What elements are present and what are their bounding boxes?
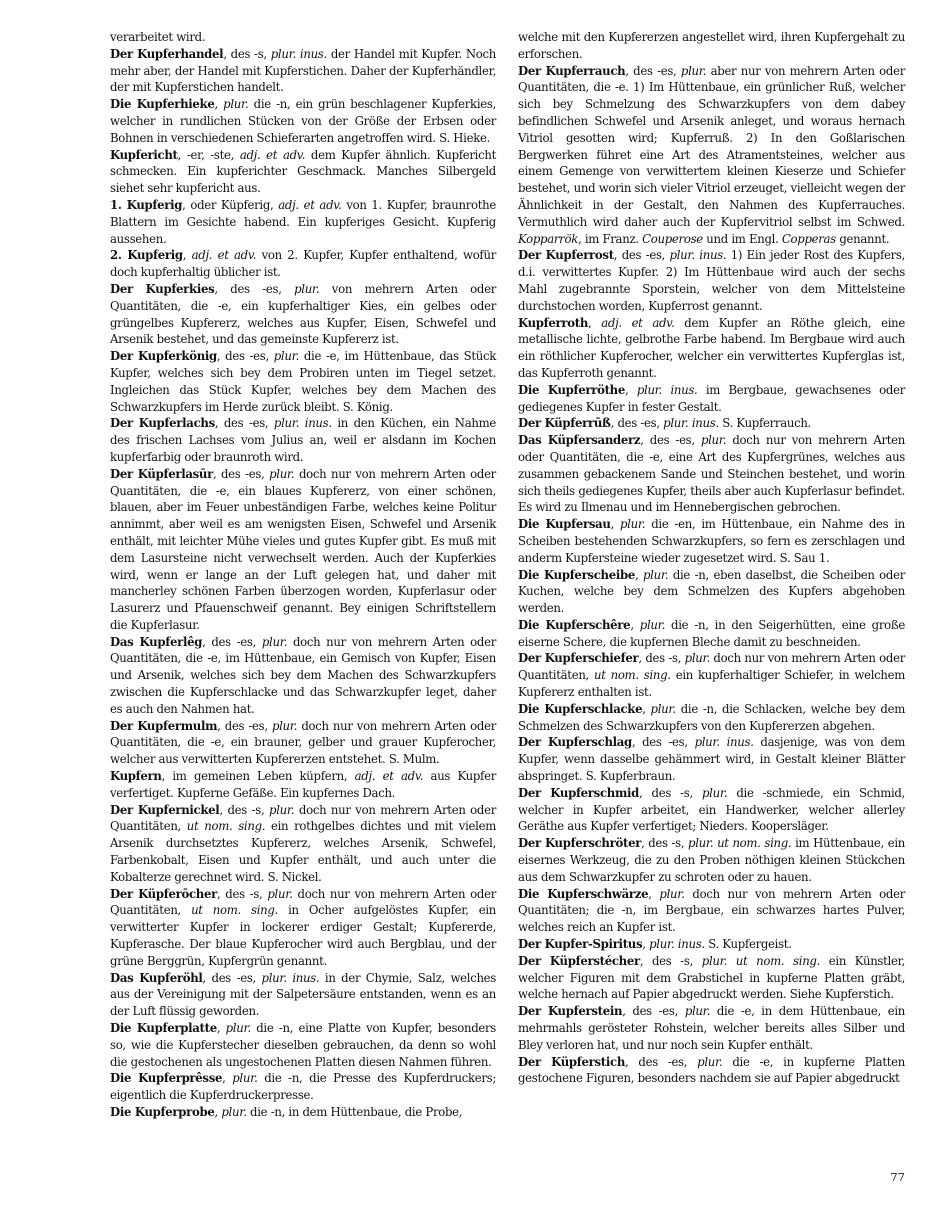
entry-grammar-note: plur. ut nom. sing. bbox=[701, 953, 821, 968]
entry-text: , bbox=[216, 1021, 226, 1036]
entry-text: , des -es, bbox=[625, 63, 681, 78]
entry-text: , des -es, bbox=[217, 718, 272, 733]
entry-headword: Die Kupferhieke bbox=[110, 97, 215, 112]
entry-text: , des -es, bbox=[202, 634, 262, 649]
entry-grammar-note: plur. bbox=[684, 1004, 711, 1019]
entry-text: , des -s, bbox=[639, 785, 702, 800]
entry-headword: Die Kupferschlacke bbox=[518, 701, 643, 716]
entry-headword: Der Kupferschmid bbox=[518, 785, 640, 800]
entry-headword: Der Küpferrūß bbox=[518, 416, 611, 431]
entry-text: ein rothgelbes dichtes und mit vielem Arsenik durchsetztes Kupfererz, welches Arsenik, Schwefel, Farbenkobalt, Eisen und Kupfer enthält, und auch unter die Kobalterze gerechnet wird. S. Nickel. bbox=[110, 819, 497, 884]
entry-grammar-note: plur. bbox=[269, 802, 295, 817]
entry-text: , bbox=[588, 315, 602, 330]
entry-text: , im Franz. bbox=[577, 231, 643, 246]
dictionary-entry bbox=[518, 835, 905, 885]
dictionary-entry bbox=[518, 617, 905, 651]
dictionary-entry bbox=[110, 802, 496, 886]
entry-grammar-note: plur. bbox=[221, 1105, 247, 1119]
entry-text: , des -es, bbox=[622, 1004, 685, 1019]
entry-grammar-note: plur. inus. bbox=[270, 46, 327, 61]
entry-text: die -e, in dem Hüttenbaue, ein mehrmahls gerösteter Rohstein, welcher bereits alles Silber und Bley verloren hat, und nur noch sein Kupfer enthält. bbox=[518, 1004, 905, 1052]
entry-headword: Der Kupferkönig bbox=[110, 349, 217, 364]
entry-text: , des -es, bbox=[214, 281, 295, 296]
dictionary-entry bbox=[518, 886, 905, 936]
entry-text: die -schmiede, ein Schmid, welcher in Kupfer arbeitet, ein Handwerker, welcher allerley Geräthe aus Kupfer verfertiget; Nieders. Koopersläger. bbox=[518, 785, 906, 834]
entry-headword: Die Kupferprêsse bbox=[110, 1071, 223, 1086]
dictionary-entry bbox=[518, 785, 905, 835]
entry-text: , des -es, bbox=[202, 970, 262, 985]
dictionary-entry bbox=[518, 1003, 905, 1053]
entry-grammar-note: plur. bbox=[702, 785, 728, 800]
entry-text: , des -s, bbox=[638, 651, 685, 666]
entry-grammar-note: plur. bbox=[680, 63, 707, 78]
entry-grammar-note: plur. inus. bbox=[669, 248, 727, 263]
entry-text: der Handel mit Kupfer. Noch mehr aber, der Handel mit Kupferstichen. Daher der Kupferhändler, der mit Kupferstichen handelt. bbox=[110, 46, 496, 95]
entry-text: S. Kupfergeist. bbox=[704, 937, 792, 952]
entry-text: die -e, in kupferne Platten gestochene Figuren, besonders nachdem sie auf Papier abgedruckt bbox=[518, 1054, 905, 1086]
entry-headword: Der Kupfer-Spiritus bbox=[518, 937, 643, 952]
dictionary-entry bbox=[518, 29, 905, 63]
entry-grammar-note: adj. et adv. bbox=[601, 315, 675, 330]
dictionary-entry bbox=[518, 734, 905, 784]
dictionary-entry bbox=[110, 147, 496, 197]
entry-grammar-note: plur. inus. bbox=[663, 416, 719, 431]
entry-headword: Der Kupferstein bbox=[518, 1004, 623, 1019]
entry-headword: Kupferroth bbox=[518, 315, 589, 330]
entry-grammar-note: plur. inus. bbox=[694, 735, 754, 750]
entry-text: die -n, eben daselbst, die Scheiben oder Kuchen, welche bey dem Schmelzen des Kupfers abgehoben werden. bbox=[518, 567, 905, 616]
dictionary-entry bbox=[518, 516, 905, 566]
dictionary-entry bbox=[518, 247, 905, 314]
entry-headword: 1. Kupferig bbox=[110, 197, 183, 212]
entry-headword: Die Kupferplatte bbox=[110, 1021, 217, 1036]
entry-headword: 2. Kupferig bbox=[110, 248, 183, 263]
dictionary-entry bbox=[110, 247, 496, 281]
dictionary-entry bbox=[518, 432, 905, 516]
entry-headword: Der Kupferlachs bbox=[110, 416, 215, 431]
entry-grammar-note: plur. bbox=[269, 466, 295, 481]
entry-grammar-note: Couperose bbox=[642, 231, 703, 246]
entry-grammar-note: Copperas bbox=[781, 231, 836, 246]
entry-text: , des -es, bbox=[610, 416, 664, 431]
entry-text: , des -es, bbox=[625, 1054, 698, 1069]
dictionary-entry bbox=[518, 1054, 905, 1088]
entry-text: , bbox=[642, 937, 650, 952]
entry-grammar-note: plur. bbox=[650, 701, 676, 716]
entry-headword: Die Kupferschwärze bbox=[518, 886, 649, 901]
dictionary-entry bbox=[518, 567, 905, 617]
dictionary-entry bbox=[110, 970, 496, 1020]
entry-grammar-note: adj. et adv. bbox=[278, 197, 342, 212]
entry-text: 1) Ein jeder Rost des Kupfers, d.i. verwittertes Kupfer. 2) Im Hüttenbaue wird auch der sechs Mahl zugebrannte Sporstein, welcher von dem Mittelsteine durchstochen worden, Kupferrost genannt. bbox=[518, 248, 905, 313]
dictionary-entry bbox=[110, 718, 496, 768]
dictionary-entry bbox=[110, 634, 496, 718]
entry-text: , bbox=[222, 1071, 233, 1086]
dictionary-entry bbox=[518, 936, 905, 953]
entry-grammar-note: plur. bbox=[261, 634, 288, 649]
entry-text: von 1. Kupfer, braunrothe Blattern im Gesichte habend. Ein kupferiges Gesicht. Kupferig aussehen. bbox=[110, 197, 496, 246]
entry-text: doch nur von mehrern Arten oder Quantitäten; die -n, im Bergbaue, ein schwarzes hartes Pulver, welches reich an Kupfer ist. bbox=[518, 886, 905, 935]
entry-text: verarbeitet wird. bbox=[110, 30, 206, 44]
entry-headword: Der Kupfernickel bbox=[110, 802, 220, 817]
entry-text: aber nur von mehrern Arten oder Quantitäten, die -e. 1) Im Hüttenbaue, ein grünlicher Ruß, welcher sich bey Schmelzung des Schwarzkupfers von dem dabey befindlichen Schwefel und Arsenik anleget, und woraus hernach Vitriol gesotten wird; Kupferruß. 2) In den Goßlarischen Bergwerken führet eine Art des Atramentsteines, welcher aus einem Gemenge von verwittertem kleinen Kieserze und Schiefer bestehet, und worin sich vieler Vitriol erzeuget, vielleicht wegen der Ähnlichkeit in der Gestalt, den Nahmen des Kupferrauches. Vermuthlich wird daher auch der Kupfervitriol selbst im Schwed. bbox=[518, 63, 905, 229]
dictionary-entry bbox=[518, 953, 905, 1003]
entry-headword: Die Kupferprobe bbox=[110, 1105, 215, 1119]
dictionary-entry bbox=[110, 348, 496, 415]
entry-headword: Das Küpfersanderz bbox=[518, 433, 641, 448]
entry-grammar-note: plur. bbox=[659, 886, 685, 901]
dictionary-entry bbox=[518, 650, 905, 700]
dictionary-entry bbox=[110, 197, 496, 247]
entry-text: , im gemeinen Leben küpfern, bbox=[161, 769, 355, 784]
entry-headword: Der Kupferschiefer bbox=[518, 651, 639, 666]
entry-text: , bbox=[182, 248, 192, 263]
entry-text: , des -s, bbox=[219, 802, 270, 817]
entry-grammar-note: ut nom. sing. bbox=[593, 668, 671, 683]
entry-text: die -en, im Hüttenbaue, ein Nahme des in Scheiben bestehenden Schwarzkupfers, so fern es zerschlagen und anderm Kupfersteine wieder zugesetzet wird. S. Sau 1. bbox=[518, 517, 905, 565]
entry-text: in den Küchen, ein Nahme des frischen Lachses vom Julius an, weil er alsdann im Kochen kupferfarbig oder braunroth wird. bbox=[110, 416, 497, 464]
entry-text: , des -es, bbox=[214, 416, 274, 431]
entry-grammar-note: plur. bbox=[294, 281, 320, 296]
dictionary-entry bbox=[518, 382, 905, 416]
entry-text: , des -s, bbox=[216, 886, 268, 901]
entry-headword: Der Küpferōcher bbox=[110, 886, 217, 901]
entry-text: von mehrern Arten oder Quantitäten, die -e, ein kupferhaltiger Kies, ein gelbes oder grüngelbes Kupfererz, welches aus Kupfer, Eisen, Schwefel und Arsenik bestehet, und das gemeinste Kupfererz ist. bbox=[110, 281, 496, 347]
entry-text: , des -es, bbox=[631, 735, 695, 750]
entry-headword: Der Küpferstich bbox=[518, 1054, 626, 1069]
entry-headword: Der Kupferschlag bbox=[518, 735, 632, 750]
entry-grammar-note: plur. bbox=[697, 1054, 723, 1069]
dictionary-entry bbox=[110, 886, 496, 970]
entry-text: die -n, die Schlacken, welche bey dem Schmelzen des Schwarzkupfers von den Kupfererzen abgehen. bbox=[518, 701, 905, 733]
entry-text: doch nur von mehrern Arten oder Quantitäten, bbox=[110, 802, 496, 834]
entry-headword: Kupfern bbox=[110, 769, 162, 784]
entry-text: , -er, -ste, bbox=[177, 147, 240, 162]
entry-text: doch nur von mehrern Arten oder Quantitäten, bbox=[518, 651, 905, 683]
dictionary-entry bbox=[518, 315, 905, 382]
dictionary-entry bbox=[110, 29, 496, 46]
entry-headword: Der Kupferschröter bbox=[518, 836, 642, 851]
entry-headword: Das Kupferlêg bbox=[110, 634, 203, 649]
entry-grammar-note: adj. et adv. bbox=[239, 147, 306, 162]
entry-text: doch nur von mehrern Arten oder Quantitäten, die -e, eine Art des Kupfergrünes, welches aus zusammen gebackenem Sande und Steinchen bestehet, und worin sich theils gediegenes Kupfer, theils aber auch Kupferlasur befindet. Es wird zu Ilmenau und im Hennebergischen gebrochen. bbox=[518, 433, 905, 515]
entry-text: , bbox=[214, 1105, 222, 1119]
entry-text: doch nur von mehrern Arten oder Quantitäten, die -e, im Hüttenbaue, ein Gemisch von Kupfer, Eisen und Arsenik, welches sich bey dem Machen des Schwarzkupfers zwischen die Kupferschlacke und das Schwarzkupfer leget, daher es auch den Nahmen hat. bbox=[110, 634, 496, 716]
entry-text: doch nur von mehrern Arten oder Quantitäten, die -e, ein blaues Kupfererz, von einer schönen, blauen, aber im Feuer unbeständigen Farbe, welches keine Politur annimmt, aber weil es am wenigsten Eisen, Schwefel und Arsenik enthält, mit leichter Mühe vieles und gutes Kupfer gibt. Es muß mit dem Lasursteine nicht verwechselt werden. Auch der Kupferkies wird, wenn er lange an der Luft gelegen hat, und daher mit mancherley schönen Farben überzogen worden, Kupferlasur oder Lasurerz und Pfauenschweif genannt. Bey einigen Schriftstellern die Kupferlasur. bbox=[110, 466, 496, 632]
entry-text: , bbox=[642, 701, 651, 716]
dictionary-entry bbox=[110, 1104, 496, 1121]
entry-text: die -n, in den Seigerhütten, eine große eiserne Schere, die kupfernen Bleche damit zu beschneiden. bbox=[518, 617, 905, 649]
entry-text: dasjenige, was von dem Kupfer, wenn dasselbe gehämmert wird, in Gestalt kleiner Blätter abspringet. S. Kupferbraun. bbox=[518, 735, 905, 784]
entry-grammar-note: plur. bbox=[271, 718, 298, 733]
entry-text: , des -es, bbox=[212, 466, 270, 481]
entry-text: S. Kupferrauch. bbox=[718, 416, 811, 431]
page-number: 77 bbox=[890, 1170, 905, 1184]
dictionary-entry bbox=[518, 701, 905, 735]
entry-grammar-note: plur. bbox=[684, 651, 710, 666]
entry-text: die -n, ein grün beschlagener Kupferkies, welcher in rundlichen Stücken von der Größe der Erbsen oder Bohnen in verschiedenen Schieferarten angetroffen wird. S. Hieke. bbox=[110, 97, 496, 145]
entry-headword: Der Küpferlasūr bbox=[110, 466, 213, 481]
dictionary-entry bbox=[110, 1070, 496, 1104]
entry-text: , bbox=[630, 617, 640, 632]
entry-text: , bbox=[635, 567, 643, 582]
entry-text: die -n, eine Platte von Kupfer, besonders so, wie die Kupferstecher dieselben gebrauchen, da denn so wohl die gestochenen als ungestochenen Platten diesen Nahmen führen. bbox=[110, 1021, 496, 1069]
entry-headword: Der Küpferstécher bbox=[518, 953, 640, 968]
dictionary-entry bbox=[110, 768, 496, 802]
entry-headword: Der Kupferrauch bbox=[518, 63, 626, 78]
entry-grammar-note: plur. bbox=[642, 567, 669, 582]
dictionary-entry bbox=[110, 1020, 496, 1070]
entry-grammar-note: plur. bbox=[225, 1021, 251, 1036]
entry-text: im Hüttenbaue, ein eisernes Werkzeug, die zu den Proben nöthigen kleinen Stückchen aus dem Schwarzkupfer zu schroten oder zu hauen. bbox=[518, 836, 905, 884]
entry-grammar-note: plur. bbox=[273, 349, 300, 364]
dictionary-entry bbox=[518, 63, 905, 248]
entry-text: , bbox=[610, 517, 620, 532]
entry-text: , bbox=[214, 97, 224, 112]
entry-text: , des -s, bbox=[639, 953, 702, 968]
entry-grammar-note: plur. bbox=[267, 886, 293, 901]
entry-grammar-note: Kopparrök bbox=[518, 231, 578, 246]
entry-text: , bbox=[648, 886, 660, 901]
entry-grammar-note: ut nom. sing. bbox=[186, 819, 266, 834]
entry-headword: Der Kupfermulm bbox=[110, 718, 218, 733]
entry-grammar-note: adj. et adv. bbox=[354, 769, 424, 784]
dictionary-entry bbox=[110, 96, 496, 146]
entry-headword: Die Kupferscheibe bbox=[518, 567, 635, 582]
entry-text: , des -es, bbox=[640, 433, 701, 448]
entry-text: , oder Küpferig, bbox=[182, 197, 279, 212]
entry-text: in der Chymie, Salz, welches aus der Vereinigung mit der Salpetersäure entstanden, wenn es an der Luft flüssig geworden. bbox=[110, 970, 496, 1019]
entry-headword: Der Kupferrost bbox=[518, 248, 614, 263]
entry-headword: Die Kupfersau bbox=[518, 517, 611, 532]
entry-headword: Die Kupferröthe bbox=[518, 382, 626, 397]
entry-grammar-note: plur. bbox=[620, 517, 646, 532]
entry-text: ein kupferhaltiger Schiefer, in welchem Kupfererz enthalten ist. bbox=[518, 668, 906, 700]
entry-text: , des -s, bbox=[223, 46, 271, 61]
entry-text: von 2. Kupfer, Kupfer enthaltend, wofür doch kupferhaltig üblicher ist. bbox=[110, 248, 496, 280]
entry-text: dem Kupfer ähnlich. Kupfericht schmecken. Ein kupferichter Geschmack. Manches Silbergeld siehet sehr kupfericht aus. bbox=[110, 147, 496, 196]
entry-grammar-note: ut nom. sing. bbox=[191, 903, 278, 918]
entry-text: , des -s, bbox=[641, 836, 689, 851]
entry-text: doch nur von mehrern Arten oder Quantitäten, die -e, ein brauner, gelber und grauer Kupferocher, welcher aus verwitterten Kupfererzen entstehet. S. Mulm. bbox=[110, 718, 496, 767]
entry-headword: Die Kupferschêre bbox=[518, 617, 631, 632]
entry-grammar-note: plur. bbox=[223, 97, 249, 112]
entry-headword: Der Kupferhandel bbox=[110, 46, 224, 61]
entry-grammar-note: plur. inus. bbox=[261, 970, 320, 985]
entry-text: in Ocher aufgelöstes Kupfer, ein verwitterter Kupfer in lockerer erdiger Gestalt; Kupfererde, Kupferasche. Der blaue Kupferocher wird auch Bergblau, und der grüne Berggrün, Kupfergrün genannt. bbox=[110, 903, 497, 968]
entry-text: doch nur von mehrern Arten oder Quantitäten, bbox=[110, 886, 496, 918]
entry-text: ein Künstler, welcher Figuren mit dem Grabstichel in kupferne Platten gräbt, welche hernach auf Papier abgedruckt werden. Siehe Kupferstich. bbox=[518, 953, 905, 1002]
entry-text: die -n, in dem Hüttenbaue, die Probe, bbox=[246, 1105, 463, 1119]
entry-grammar-note: plur. bbox=[639, 617, 666, 632]
entry-headword: Das Kupferöhl bbox=[110, 970, 203, 985]
entry-text: im Bergbaue, gewachsenes oder gediegenes Kupfer in fester Gestalt. bbox=[518, 382, 906, 414]
entry-text: die -e, im Hüttenbaue, das Stück Kupfer, welches sich bey dem Probiren unten im Tiegel setzet. Ingleichen das Stück Kupfer, welches bey dem Machen des Schwarzkupfers im Herde zurück bleibt. S. König. bbox=[110, 349, 496, 414]
entry-text: die -n, die Presse des Kupferdruckers; eigentlich die Kupferdruckerpresse. bbox=[110, 1071, 496, 1103]
dictionary-entry bbox=[110, 466, 496, 634]
dictionary-entry bbox=[110, 281, 496, 348]
entry-grammar-note: plur. bbox=[700, 433, 727, 448]
entry-grammar-note: plur. ut nom. sing. bbox=[688, 836, 792, 851]
entry-text: genannt. bbox=[835, 231, 890, 246]
entry-text: und im Engl. bbox=[702, 231, 782, 246]
entry-grammar-note: adj. et adv. bbox=[191, 248, 257, 263]
dictionary-entry bbox=[518, 415, 905, 432]
dictionary-entry bbox=[110, 46, 496, 96]
entry-text: dem Kupfer an Röthe gleich, eine metallische lichte, gelbrothe Farbe habend. Im Bergbaue wird auch ein röthlicher Kupferocher, welcher ein verwittertes Kupferglas ist, das Kupferroth genannt. bbox=[518, 315, 905, 380]
entry-text: , des -es, bbox=[613, 248, 670, 263]
entry-headword: Kupfericht bbox=[110, 147, 178, 162]
entry-grammar-note: plur. inus. bbox=[273, 416, 332, 431]
right-column bbox=[518, 29, 905, 1087]
entry-headword: Der Kupferkies bbox=[110, 281, 215, 296]
entry-text: welche mit den Kupfererzen angestellet wird, ihren Kupfergehalt zu erforschen. bbox=[518, 30, 905, 61]
dictionary-entry bbox=[110, 415, 496, 465]
entry-text: , bbox=[625, 382, 637, 397]
entry-grammar-note: plur. inus. bbox=[636, 382, 698, 397]
entry-grammar-note: plur. inus. bbox=[649, 937, 705, 952]
entry-text: aus Kupfer verfertiget. Kupferne Gefäße. Ein kupfernes Dach. bbox=[110, 769, 496, 800]
entry-text: , des -es, bbox=[216, 349, 274, 364]
entry-grammar-note: plur. bbox=[232, 1071, 258, 1086]
left-column bbox=[110, 29, 496, 1121]
